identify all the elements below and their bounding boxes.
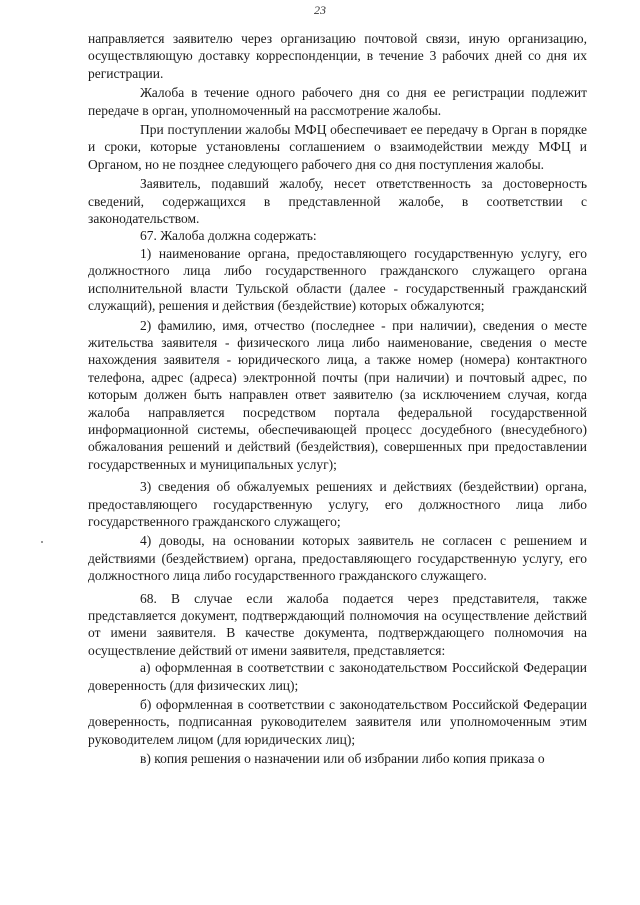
section-68: 68. В случае если жалоба подается через представителя, также представляется документ, подтверждающий полномочия на осуществление действий от имени заявителя. В качестве документа, подтверждающего полномочия на осуществление действий от имени заявителя, представляется: [88,590,587,658]
paragraph: Жалоба в течение одного рабочего дня со дня ее регистрации подлежит передаче в орган, уполномоченный на рассмотрение жалобы. [88,85,587,118]
paragraph: Заявитель, подавший жалобу, несет ответственность за достоверность сведений, содержащихся в представленной жалобе, в соответствии с законодательством. [88,176,587,227]
list-item-2: 2) фамилию, имя, отчество (последнее - при наличии), сведения о месте жительства заявителя - физического лица либо наименование, сведения о месте нахождения заявителя - юридического лица, а также номер (номера) контактного телефона, адрес (адреса) электронной почты (при наличии) и почтовый адрес, по которым должен быть направлен ответ заявителю (за исключением случая, когда жалоба направляется посредством портала федеральной государственной информационной системы, обеспечивающей процесс досудебного (внесудебного) обжалования решений и действий (бездействия), совершенных при предоставлении государственных и муниципальных услуг); [88,317,587,472]
list-item-1: 1) наименование органа, предоставляющего государственную услугу, его должностного лица либо государственного гражданского служащего органа исполнительной власти Тульской области (далее - государственный гражданский служащий), решения и действия (бездействие) которых обжалуются; [88,245,587,314]
list-item-a: а) оформленная в соответствии с законодательством Российской Федерации доверенность (для физических лиц); [88,660,587,693]
list-item-v: в) копия решения о назначении или об избрании либо копия приказа о [140,751,545,767]
list-item-4: 4) доводы, на основании которых заявитель не согласен с решением и действиями (бездействием) органа, предоставляющего государственную услугу, его должностного лица либо государственного гражданского служащего. [88,533,587,584]
paragraph-continued: направляется заявителю через организацию почтовой связи, иную организацию, осуществляющую доставку корреспонденции, в течение 3 рабочих дней со дня их регистрации. [88,31,587,81]
list-item-3: 3) сведения об обжалуемых решениях и действиях (бездействии) органа, предоставляющего государственную услугу, его должностного лица либо государственного гражданского служащего; [88,479,587,529]
scan-speck [41,541,43,543]
paragraph: При поступлении жалобы МФЦ обеспечивает ее передачу в Орган в порядке и сроки, которые установлены соглашением о взаимодействии между МФЦ и Органом, но не позднее следующего рабочего дня со дня поступления жалобы. [88,122,587,172]
section-heading-67: 67. Жалоба должна содержать: [140,228,317,244]
page-number: 23 [314,3,326,17]
list-item-b: б) оформленная в соответствии с законодательством Российской Федерации доверенность, подписанная руководителем заявителя или уполномоченным этим руководителем лицом (для юридических лиц); [88,697,587,747]
document-body [88,30,587,768]
